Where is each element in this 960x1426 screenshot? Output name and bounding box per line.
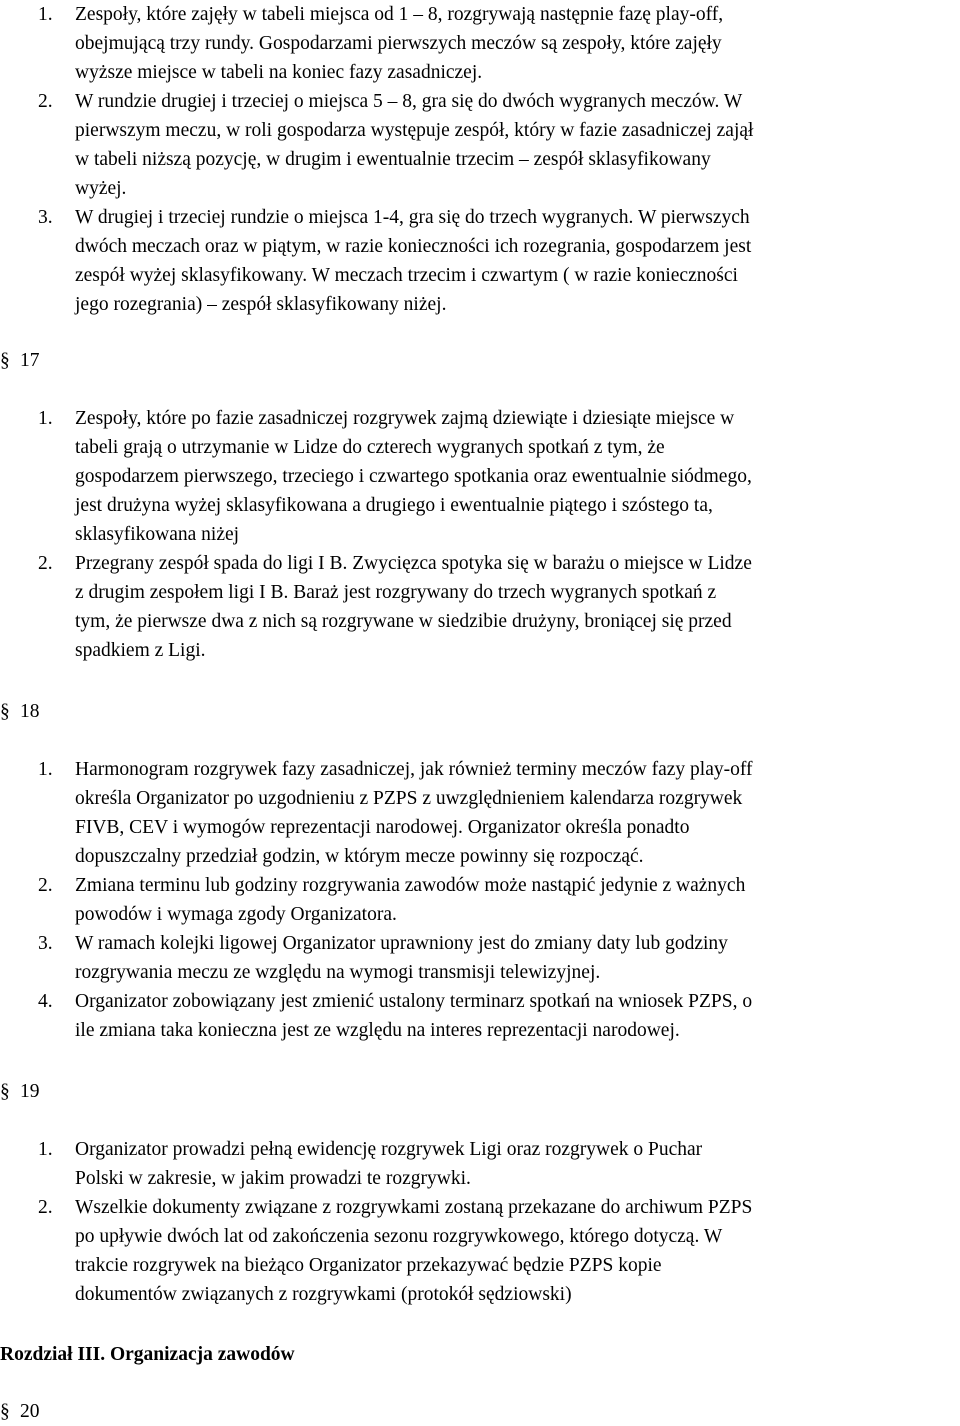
list-item-number: 3. [38,933,53,954]
list-item-text: Przegrany zespół spada do ligi I B. Zwycięzca spotyka się w barażu o miejsce w Lidze z drugim zespołem ligi I B. Baraż jest rozgrywany do trzech wygranych spotkań z tym, że pierwsze dwa z nich są rozgrywane w siedzibie drużyny, broniącej się przed spadkiem z Ligi. [75,553,752,661]
section-heading-19 [0,1077,40,1106]
list-item-number: 1. [38,408,53,429]
section-symbol: § [0,350,10,371]
list-item-text: Zespoły, które po fazie zasadniczej rozgrywek zajmą dziewiąte i dziesiąte miejsce w tabeli grają o utrzymanie w Lidze do czterech wygranych spotkań z tym, że gospodarzem pierwszego, trzeciego i czwartego spotkania oraz ewentualnie siódmego, jest drużyna wyżej sklasyfikowana a drugiego i ewentualnie piątego i szóstego ta, sklasyfikowana niżej [75,408,752,545]
list-item-number: 4. [38,991,53,1012]
list-item-text: Organizator prowadzi pełną ewidencję rozgrywek Ligi oraz rozgrywek o Puchar Polski w zakresie, w jakim prowadzi te rozgrywki. [75,1139,703,1189]
list-item [38,0,956,87]
list-item [38,87,956,203]
list-item [38,404,956,549]
list-item [38,203,956,319]
list-item [38,1135,956,1193]
section-number: 19 [20,1081,40,1102]
section-number: 20 [20,1401,40,1422]
list-item-number: 1. [38,759,53,780]
section-heading-18 [0,697,40,726]
section-number: 18 [20,701,40,722]
section-symbol: § [0,701,10,722]
list-item-number: 2. [38,1197,53,1218]
list-item-number: 1. [38,1139,53,1160]
list-item [38,755,956,871]
chapter-title: Rozdział III. Organizacja zawodów [0,1344,295,1365]
list-item-text: Organizator zobowiązany jest zmienić ustalony terminarz spotkań na wniosek PZPS, o ile zmiana taka konieczna jest ze względu na interes reprezentacji narodowej. [75,991,753,1041]
section-heading-20 [0,1397,40,1426]
list-item-text: Zmiana terminu lub godziny rozgrywania zawodów może nastąpić jedynie z ważnych powodów i wymaga zgody Organizatora. [75,875,746,925]
section-heading-17 [0,346,40,375]
list-item-number: 3. [38,207,53,228]
list-item-text: Harmonogram rozgrywek fazy zasadniczej, jak również terminy meczów fazy play-off określa Organizator po uzgodnieniu z PZPS z uwzględnieniem kalendarza rozgrywek FIVB, CEV i wymogów reprezentacji narodowej. Organizator określa ponadto dopuszczalny przedział godzin, w którym mecze powinny się rozpocząć. [75,759,753,867]
list-item-number: 2. [38,553,53,574]
list-item-number: 2. [38,875,53,896]
list-item-text: Zespoły, które zajęły w tabeli miejsca od 1 – 8, rozgrywają następnie fazę play-off, obejmującą trzy rundy. Gospodarzami pierwszych meczów są zespoły, które zajęły wyższe miejsce w tabeli na koniec fazy zasadniczej. [75,4,724,83]
list-item-text: W rundzie drugiej i trzeciej o miejsca 5 – 8, gra się do dwóch wygranych meczów. W pierwszym meczu, w roli gospodarza występuje zespół, który w fazie zasadniczej zajął w tabeli niższą pozycję, w drugim i ewentualnie trzecim – zespół sklasyfikowany wyżej. [75,91,754,199]
list-item [38,929,956,987]
list-item-text: W ramach kolejki ligowej Organizator uprawniony jest do zmiany daty lub godziny rozgrywania meczu ze względu na wymogi transmisji telewizyjnej. [75,933,728,983]
list-item-text: Wszelkie dokumenty związane z rozgrywkami zostaną przekazane do archiwum PZPS po upływie dwóch lat od zakończenia sezonu rozgrywkowego, którego dotyczą. W trakcie rozgrywek na bieżąco Organizator przekazywać będzie PZPS kopie dokumentów związanych z rozgrywkami (protokół sędziowski) [75,1197,753,1305]
list-item [38,987,956,1045]
list-item [38,1193,956,1309]
list-item [38,871,956,929]
list-item-text: W drugiej i trzeciej rundzie o miejsca 1-4, gra się do trzech wygranych. W pierwszych dwóch meczach oraz w piątym, w razie konieczności ich rozegrania, gospodarzem jest zespół wyżej sklasyfikowany. W meczach trzecim i czwartym ( w razie konieczności jego rozegrania) – zespół sklasyfikowany niżej. [75,207,752,315]
list-item-number: 1. [38,4,53,25]
section-symbol: § [0,1401,10,1422]
list-item [38,549,956,665]
section-symbol: § [0,1081,10,1102]
list-item-number: 2. [38,91,53,112]
section-number: 17 [20,350,40,371]
